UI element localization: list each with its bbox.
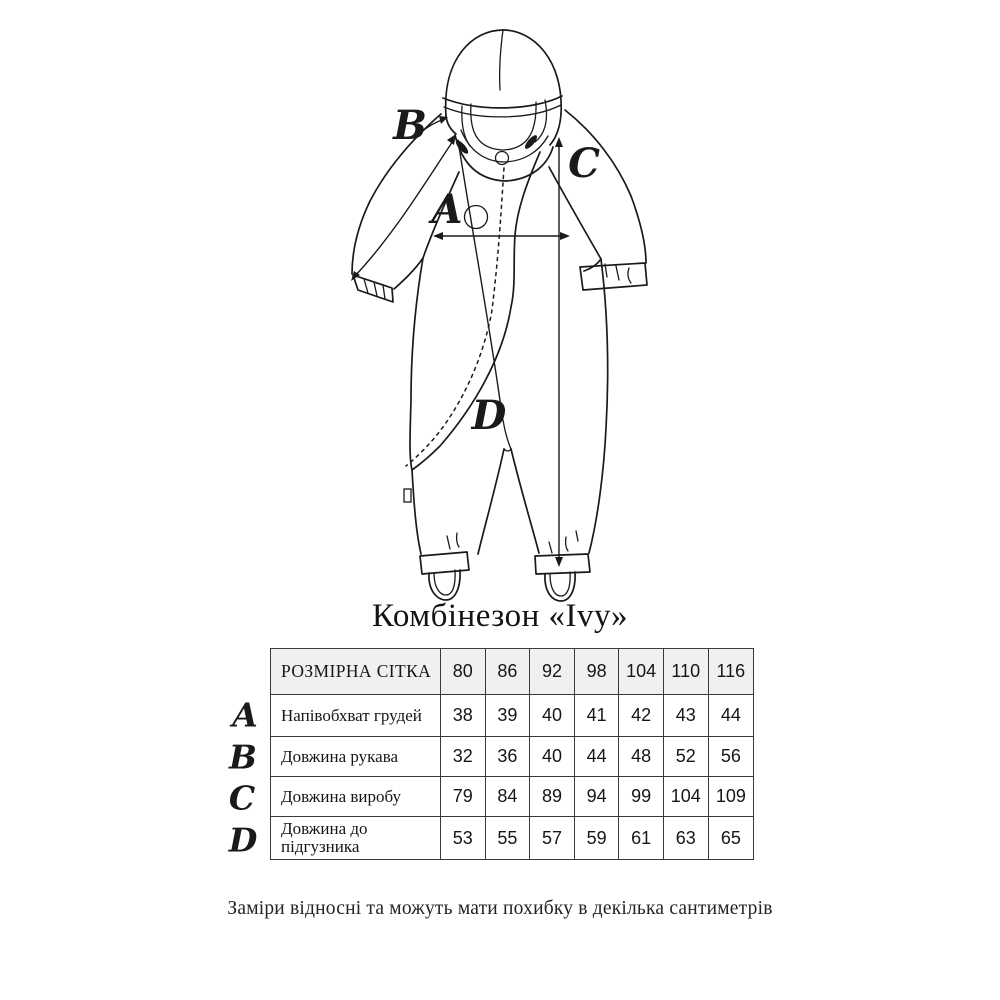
size-col-header: 86 (486, 649, 531, 695)
size-col-header: 92 (530, 649, 575, 695)
table-cell: 52 (664, 737, 709, 777)
row-label-sleeve: Довжина рукава (271, 737, 441, 777)
table-cell: 59 (575, 817, 620, 859)
diagram-label-a: A (431, 186, 463, 233)
table-cell: 40 (530, 695, 575, 737)
table-cell: 65 (709, 817, 754, 859)
left-foot-cuff (420, 533, 469, 600)
table-cell: 89 (530, 777, 575, 817)
row-label-chest: Напівобхват грудей (271, 695, 441, 737)
row-label-length: Довжина виробу (271, 777, 441, 817)
table-cell: 109 (709, 777, 754, 817)
table-cell: 44 (709, 695, 754, 737)
table-row-letter-a: A (232, 695, 258, 735)
table-cell: 42 (619, 695, 664, 737)
table-cell: 104 (664, 777, 709, 817)
size-grid-header: РОЗМІРНА СІТКА (271, 649, 441, 695)
chest-button (465, 206, 488, 229)
table-cell: 56 (709, 737, 754, 777)
table-cell: 94 (575, 777, 620, 817)
table-row-letter-b: B (229, 737, 257, 777)
table-cell: 99 (619, 777, 664, 817)
table-cell: 48 (619, 737, 664, 777)
right-sleeve-cuff (580, 263, 647, 290)
measurement-d (458, 140, 505, 420)
right-foot-cuff (535, 531, 590, 601)
table-cell: 43 (664, 695, 709, 737)
table-cell: 63 (664, 817, 709, 859)
side-tag (404, 489, 411, 502)
table-cell: 36 (486, 737, 531, 777)
table-cell: 32 (441, 737, 486, 777)
table-cell: 55 (486, 817, 531, 859)
table-cell: 39 (486, 695, 531, 737)
table-cell: 44 (575, 737, 620, 777)
diagram-label-c: C (568, 140, 600, 187)
size-col-header: 116 (709, 649, 754, 695)
table-cell: 79 (441, 777, 486, 817)
hood (443, 30, 562, 150)
measurement-a (433, 232, 570, 240)
table-cell: 41 (575, 695, 620, 737)
table-cell: 40 (530, 737, 575, 777)
diagram-label-b: B (393, 102, 427, 149)
table-row-letter-c: C (228, 778, 256, 818)
table-row-letter-d: D (228, 820, 258, 860)
size-table (270, 648, 754, 860)
size-col-header: 98 (575, 649, 620, 695)
left-sleeve-cuff (353, 275, 393, 302)
table-cell: 57 (530, 817, 575, 859)
right-sleeve (549, 110, 647, 290)
page-title: Комбінезон «Ivy» (371, 598, 629, 634)
jumpsuit-body (404, 206, 608, 555)
table-cell: 84 (486, 777, 531, 817)
table-cell: 53 (441, 817, 486, 859)
size-col-header: 110 (664, 649, 709, 695)
size-col-header: 80 (441, 649, 486, 695)
size-col-header: 104 (619, 649, 664, 695)
table-cell: 38 (441, 695, 486, 737)
measurement-c (555, 137, 563, 567)
measurement-disclaimer: Заміри відносні та можуть мати похибку в декілька сантиметрів (227, 898, 773, 919)
diagram-label-d: D (471, 392, 507, 439)
row-label-diaper: Довжина до підгузника (271, 817, 441, 859)
table-cell: 61 (619, 817, 664, 859)
